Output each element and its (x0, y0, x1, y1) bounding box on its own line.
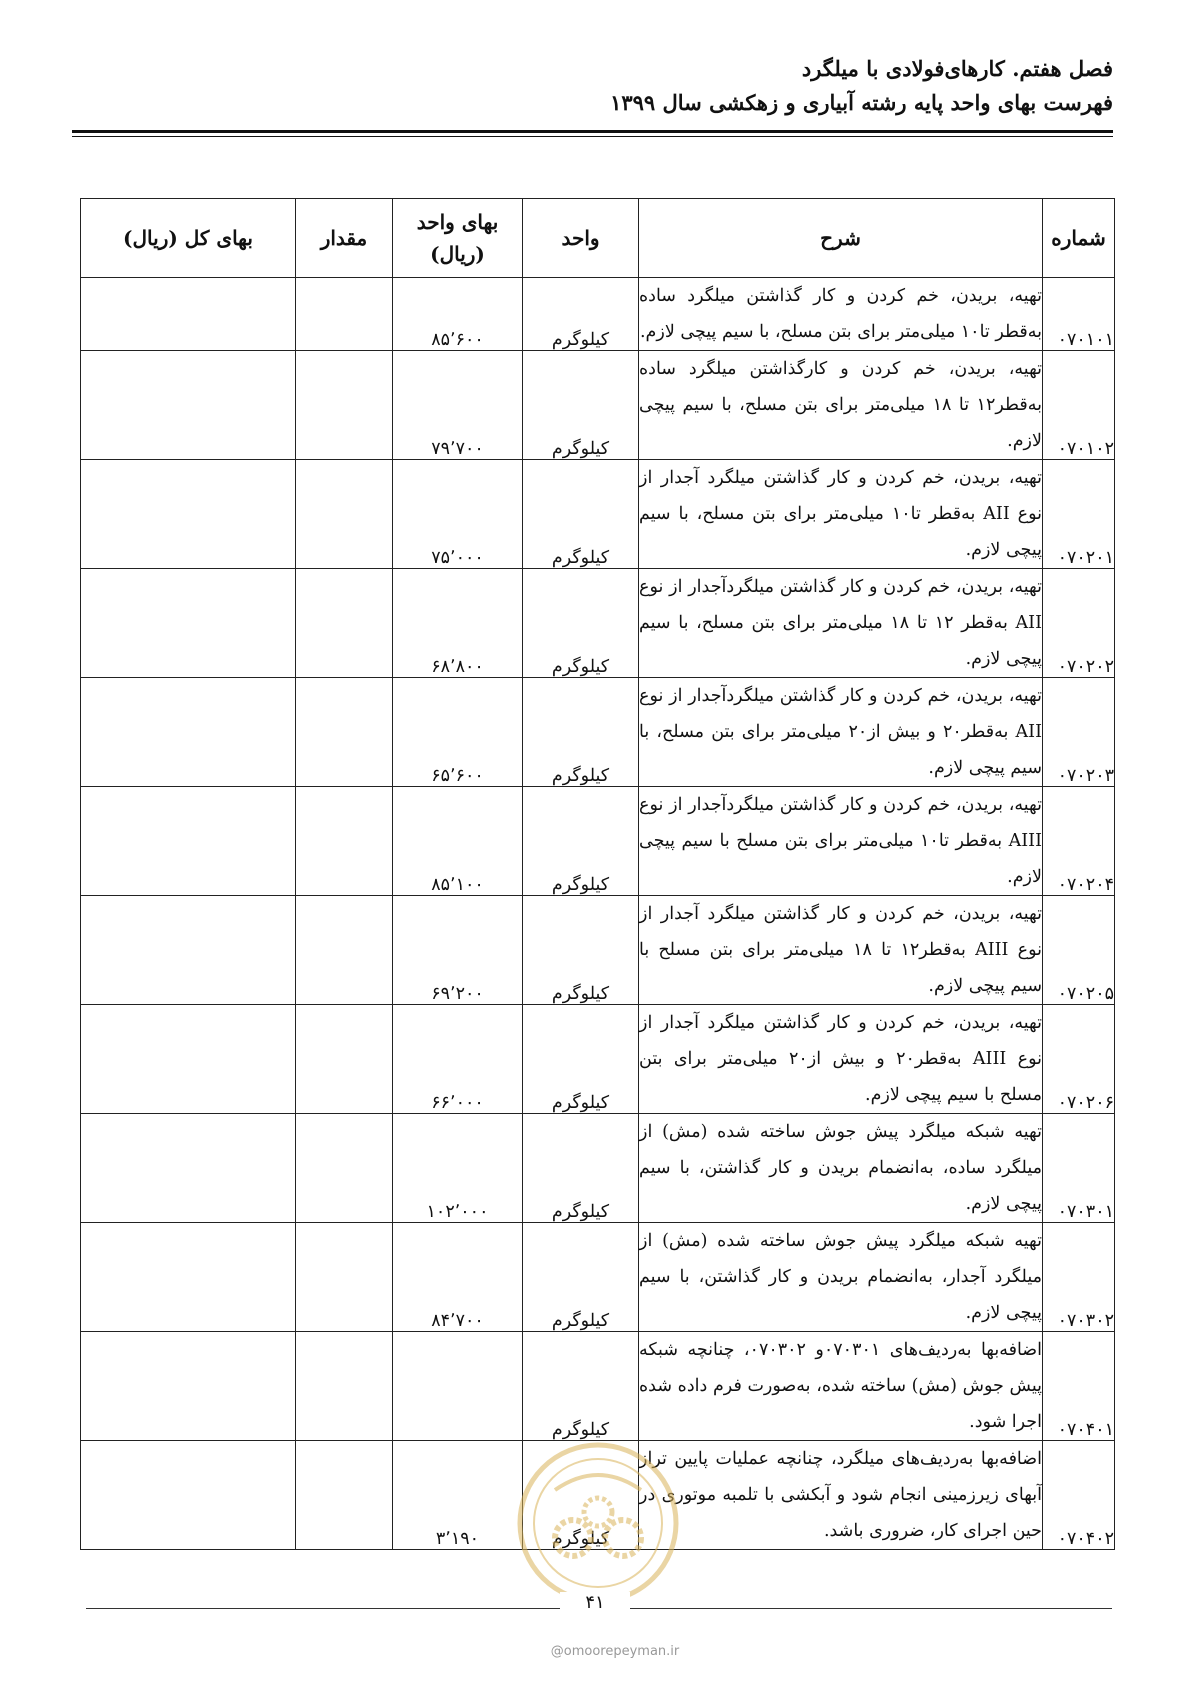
table-row (81, 460, 1115, 569)
row-unit-price: ۶۸٬۸۰۰ (393, 569, 523, 678)
header-rule-thin (72, 136, 1113, 137)
row-quantity (296, 787, 393, 896)
publisher-seal-icon (515, 1440, 681, 1606)
row-quantity (296, 1223, 393, 1332)
col-header-unit-price-label: بهای واحد (416, 210, 499, 234)
row-unit-price: ۳٬۱۹۰ (393, 1441, 523, 1550)
row-unit-price: ۶۶٬۰۰۰ (393, 1005, 523, 1114)
col-header-qty: مقدار (296, 199, 393, 278)
row-description: تهیه شبکه میلگرد پیش جوش ساخته شده (مش) از میلگرد ساده، به‌انضمام بریدن و کار گذاشتن، با سیم پیچی لازم. (639, 1114, 1043, 1223)
row-quantity (296, 278, 393, 351)
row-description: تهیه، بریدن، خم کردن و کار گذاشتن میلگردآجدار از نوع AII به‌قطر ۱۲ تا ۱۸ میلی‌متر برای بتن مسلح، با سیم پیچی لازم. (639, 569, 1043, 678)
row-quantity (296, 1441, 393, 1550)
row-unit: کیلوگرم (523, 278, 639, 351)
row-total-price (81, 896, 296, 1005)
table-row (81, 569, 1115, 678)
document-title: فهرست بهای واحد پایه رشته آبیاری و زهکشی سال ۱۳۹۹ (610, 90, 1113, 115)
table-row (81, 1332, 1115, 1441)
row-unit: کیلوگرم (523, 1114, 639, 1223)
row-unit-price (393, 1332, 523, 1441)
row-unit: کیلوگرم (523, 460, 639, 569)
row-unit: کیلوگرم (523, 787, 639, 896)
row-quantity (296, 351, 393, 460)
row-total-price (81, 678, 296, 787)
page-number: ۴۱ (560, 1592, 630, 1613)
row-total-price (81, 1332, 296, 1441)
row-code: ۰۷۰۲۰۶ (1043, 1005, 1115, 1114)
table-header-row (81, 199, 1115, 278)
row-description: تهیه، بریدن، خم کردن و کار گذاشتن میلگرد آجدار از نوع AII به‌قطر تا۱۰ میلی‌متر برای بتن مسلح، با سیم پیچی لازم. (639, 460, 1043, 569)
row-total-price (81, 1005, 296, 1114)
row-unit-price: ۸۴٬۷۰۰ (393, 1223, 523, 1332)
row-unit: کیلوگرم (523, 351, 639, 460)
table-row (81, 896, 1115, 1005)
row-unit-price: ۱۰۲٬۰۰۰ (393, 1114, 523, 1223)
row-total-price (81, 1441, 296, 1550)
row-total-price (81, 1223, 296, 1332)
row-description: اضافه‌بها به‌ردیف‌های ۰۷۰۳۰۱و ۰۷۰۳۰۲، چنانچه شبکه پیش جوش (مش) ساخته شده، به‌صورت فرم داده شده اجرا شود. (639, 1332, 1043, 1441)
row-quantity (296, 1114, 393, 1223)
row-total-price (81, 1114, 296, 1223)
row-code: ۰۷۰۲۰۱ (1043, 460, 1115, 569)
row-unit: کیلوگرم (523, 1332, 639, 1441)
table-row (81, 1223, 1115, 1332)
row-total-price (81, 460, 296, 569)
row-quantity (296, 1005, 393, 1114)
row-unit: کیلوگرم (523, 569, 639, 678)
header-rule-thick (72, 130, 1113, 133)
price-list-table (80, 198, 1115, 1550)
row-unit-price: ۷۹٬۷۰۰ (393, 351, 523, 460)
row-description: تهیه، بریدن، خم کردن و کار گذاشتن میلگرد آجدار از نوع AIII به‌قطر۱۲ تا ۱۸ میلی‌متر برای بتن مسلح با سیم پیچی لازم. (639, 896, 1043, 1005)
row-total-price (81, 351, 296, 460)
table-row (81, 278, 1115, 351)
chapter-title: فصل هفتم. کارهای‌فولادی با میلگرد (801, 56, 1113, 81)
row-code: ۰۷۰۳۰۲ (1043, 1223, 1115, 1332)
row-quantity (296, 1332, 393, 1441)
table-row (81, 1114, 1115, 1223)
row-code: ۰۷۰۳۰۱ (1043, 1114, 1115, 1223)
row-total-price (81, 787, 296, 896)
website-watermark: @omoorepeyman.ir (550, 1644, 680, 1659)
row-unit: کیلوگرم (523, 1441, 639, 1550)
row-quantity (296, 678, 393, 787)
row-unit-price: ۶۵٬۶۰۰ (393, 678, 523, 787)
table-row (81, 351, 1115, 460)
col-header-desc: شرح (639, 199, 1043, 278)
row-code: ۰۷۰۴۰۲ (1043, 1441, 1115, 1550)
row-code: ۰۷۰۲۰۵ (1043, 896, 1115, 1005)
row-code: ۰۷۰۲۰۳ (1043, 678, 1115, 787)
row-description: تهیه شبکه میلگرد پیش جوش ساخته شده (مش) از میلگرد آجدار، به‌انضمام بریدن و کار گذاشتن، با سیم پیچی لازم. (639, 1223, 1043, 1332)
row-unit: کیلوگرم (523, 896, 639, 1005)
row-code: ۰۷۰۱۰۲ (1043, 351, 1115, 460)
row-unit-price: ۶۹٬۲۰۰ (393, 896, 523, 1005)
row-description: اضافه‌بها به‌ردیف‌های میلگرد، چنانچه عملیات پایین تراز آبهای زیرزمینی انجام شود و آبکشی با تلمبه موتوری در حین اجرای کار، ضروری باشد. (639, 1441, 1043, 1550)
row-quantity (296, 460, 393, 569)
row-total-price (81, 569, 296, 678)
col-header-total: بهای کل (ریال) (81, 199, 296, 278)
row-quantity (296, 569, 393, 678)
row-unit-price: ۸۵٬۶۰۰ (393, 278, 523, 351)
row-code: ۰۷۰۲۰۴ (1043, 787, 1115, 896)
table-row (81, 678, 1115, 787)
table-row (81, 787, 1115, 896)
row-code: ۰۷۰۲۰۲ (1043, 569, 1115, 678)
row-description: تهیه، بریدن، خم کردن و کارگذاشتن میلگرد ساده به‌قطر۱۲ تا ۱۸ میلی‌متر برای بتن مسلح، با سیم پیچی لازم. (639, 351, 1043, 460)
row-quantity (296, 896, 393, 1005)
col-header-unit: واحد (523, 199, 639, 278)
row-description: تهیه، بریدن، خم کردن و کار گذاشتن میلگردآجدار از نوع AIII به‌قطر تا۱۰ میلی‌متر برای بتن مسلح با سیم پیچی لازم. (639, 787, 1043, 896)
table-row (81, 1005, 1115, 1114)
row-unit-price: ۸۵٬۱۰۰ (393, 787, 523, 896)
col-header-unit-price-currency: (ریال) (430, 242, 485, 266)
row-code: ۰۷۰۴۰۱ (1043, 1332, 1115, 1441)
row-description: تهیه، بریدن، خم کردن و کار گذاشتن میلگرد ساده به‌قطر تا۱۰ میلی‌متر برای بتن مسلح، با سیم پیچی لازم. (639, 278, 1043, 351)
page-header (73, 52, 1113, 120)
row-description: تهیه، بریدن، خم کردن و کار گذاشتن میلگردآجدار از نوع AII به‌قطر۲۰ و بیش از۲۰ میلی‌متر برای بتن مسلح، با سیم پیچی لازم. (639, 678, 1043, 787)
row-unit: کیلوگرم (523, 1223, 639, 1332)
row-description: تهیه، بریدن، خم کردن و کار گذاشتن میلگرد آجدار از نوع AIII به‌قطر۲۰ و بیش از۲۰ میلی‌متر برای بتن مسلح با سیم پیچی لازم. (639, 1005, 1043, 1114)
col-header-code: شماره (1043, 199, 1115, 278)
row-unit: کیلوگرم (523, 678, 639, 787)
row-unit-price: ۷۵٬۰۰۰ (393, 460, 523, 569)
col-header-unit-price (393, 199, 523, 278)
row-code: ۰۷۰۱۰۱ (1043, 278, 1115, 351)
row-unit: کیلوگرم (523, 1005, 639, 1114)
row-total-price (81, 278, 296, 351)
